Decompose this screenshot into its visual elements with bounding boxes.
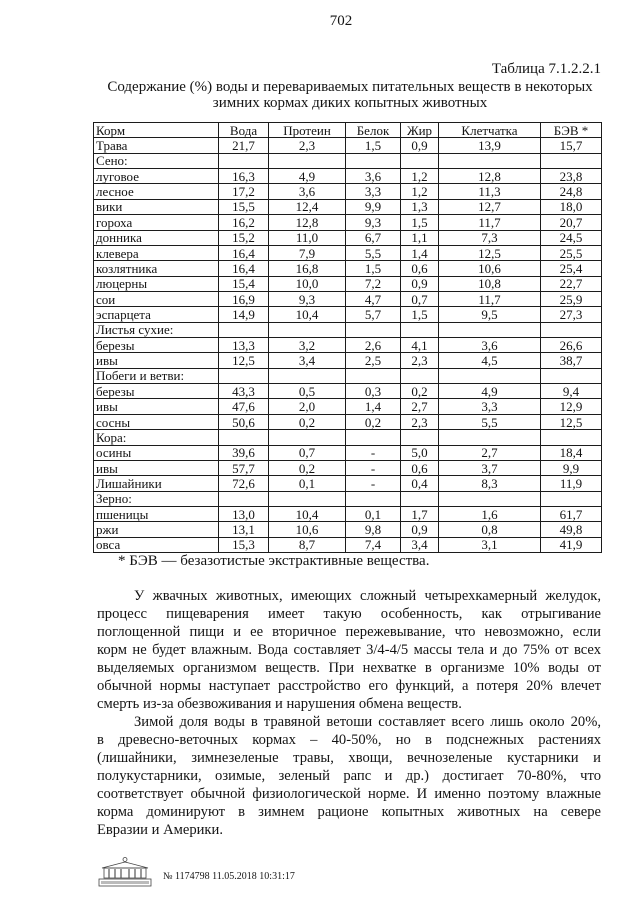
value-cell: 15,2 [219, 230, 269, 245]
feed-name-cell: ивы [94, 353, 219, 368]
table-row [94, 399, 602, 414]
value-cell: 9,3 [346, 215, 401, 230]
table-row [94, 338, 602, 353]
table-section-row [94, 322, 602, 337]
table-row [94, 230, 602, 245]
feed-name-cell: березы [94, 384, 219, 399]
value-cell [439, 430, 541, 445]
value-cell: 1,5 [346, 138, 401, 153]
value-cell: 1,5 [401, 215, 439, 230]
value-cell: 0,4 [401, 476, 439, 491]
value-cell: 4,5 [439, 353, 541, 368]
value-cell: 14,9 [219, 307, 269, 322]
body-text [97, 587, 601, 839]
table-row [94, 414, 602, 429]
value-cell: 11,9 [541, 476, 602, 491]
value-cell: 47,6 [219, 399, 269, 414]
feed-name-cell: сосны [94, 414, 219, 429]
paragraph-line: корма доминируют в зимнем рационе копытных животных на севере [97, 804, 601, 820]
feed-name-cell: лесное [94, 184, 219, 199]
value-cell: 8,3 [439, 476, 541, 491]
value-cell: - [346, 460, 401, 475]
value-cell: 12,8 [269, 215, 346, 230]
value-cell: 4,1 [401, 338, 439, 353]
value-cell [401, 153, 439, 168]
table-row [94, 199, 602, 214]
value-cell: 12,7 [439, 199, 541, 214]
feed-name-cell: ивы [94, 399, 219, 414]
feed-name-cell: Лишайники [94, 476, 219, 491]
value-cell: 0,7 [401, 291, 439, 306]
table-row [94, 307, 602, 322]
value-cell [219, 322, 269, 337]
value-cell: 22,7 [541, 276, 602, 291]
registry-stamp-icon [98, 856, 152, 888]
value-cell: 2,7 [401, 399, 439, 414]
value-cell: 2,7 [439, 445, 541, 460]
value-cell [541, 491, 602, 506]
value-cell [346, 430, 401, 445]
paragraph-line: процесс пищеварения имеет такую особенность, как отрыгивание [97, 606, 601, 622]
value-cell [401, 322, 439, 337]
value-cell: 1,7 [401, 506, 439, 521]
feed-name-cell: луговое [94, 169, 219, 184]
value-cell: 2,6 [346, 338, 401, 353]
value-cell [219, 430, 269, 445]
value-cell: 9,9 [346, 199, 401, 214]
section-label: Сено: [94, 153, 219, 168]
paragraph-line: выделяемых организмом веществ. При нехватке в организме 10% воды от [97, 660, 601, 676]
table-title-line: зимних кормах диких копытных животных [212, 95, 488, 111]
value-cell: 0,6 [401, 261, 439, 276]
table-section-row [94, 491, 602, 506]
value-cell: 7,2 [346, 276, 401, 291]
table-row [94, 261, 602, 276]
value-cell [541, 368, 602, 383]
value-cell: 0,7 [269, 445, 346, 460]
feed-name-cell: овса [94, 537, 219, 552]
value-cell: 49,8 [541, 522, 602, 537]
value-cell: 2,0 [269, 399, 346, 414]
value-cell: 6,7 [346, 230, 401, 245]
value-cell: 27,3 [541, 307, 602, 322]
value-cell: 3,2 [269, 338, 346, 353]
feed-name-cell: сои [94, 291, 219, 306]
value-cell [219, 368, 269, 383]
feed-composition-table [93, 122, 602, 553]
paragraph-line: полукустарники, озимые, зеленый рапс и др.) достигает 70-80%, что [97, 768, 601, 784]
value-cell: 4,9 [439, 384, 541, 399]
value-cell: 18,0 [541, 199, 602, 214]
value-cell [269, 368, 346, 383]
value-cell [439, 153, 541, 168]
table-row [94, 215, 602, 230]
value-cell [346, 491, 401, 506]
value-cell: 26,6 [541, 338, 602, 353]
value-cell: 12,9 [541, 399, 602, 414]
value-cell: 10,4 [269, 307, 346, 322]
table-row [94, 184, 602, 199]
table-row [94, 445, 602, 460]
table-header [94, 123, 602, 138]
table-footnote: * БЭВ — безазотистые экстрактивные вещества. [118, 553, 430, 569]
value-cell: 12,4 [269, 199, 346, 214]
table-section-row [94, 430, 602, 445]
table-header-cell: Жир [401, 123, 439, 138]
value-cell: 9,3 [269, 291, 346, 306]
value-cell: 8,7 [269, 537, 346, 552]
value-cell: 16,4 [219, 245, 269, 260]
paragraph-line: в древесно-веточных кормах – 40-50%, но в подснежных растениях [97, 732, 601, 748]
value-cell: 12,5 [219, 353, 269, 368]
feed-name-cell: козлятника [94, 261, 219, 276]
value-cell: 21,7 [219, 138, 269, 153]
value-cell [541, 153, 602, 168]
value-cell: 38,7 [541, 353, 602, 368]
value-cell: 7,4 [346, 537, 401, 552]
value-cell: 9,9 [541, 460, 602, 475]
value-cell: 13,3 [219, 338, 269, 353]
value-cell: 0,1 [346, 506, 401, 521]
value-cell: 10,6 [269, 522, 346, 537]
value-cell: 1,5 [346, 261, 401, 276]
value-cell: 50,6 [219, 414, 269, 429]
feed-name-cell: клевера [94, 245, 219, 260]
value-cell [269, 153, 346, 168]
value-cell: 2,3 [269, 138, 346, 153]
value-cell: 11,7 [439, 291, 541, 306]
table-label: Таблица 7.1.2.2.1 [491, 61, 601, 77]
value-cell: 11,3 [439, 184, 541, 199]
feed-name-cell: люцерны [94, 276, 219, 291]
table-row [94, 384, 602, 399]
value-cell: 3,6 [269, 184, 346, 199]
value-cell [269, 430, 346, 445]
value-cell: 2,5 [346, 353, 401, 368]
value-cell: 18,4 [541, 445, 602, 460]
value-cell: 0,2 [269, 460, 346, 475]
value-cell: 10,0 [269, 276, 346, 291]
paragraph-line: Зимой доля воды в травяной ветоши составляет всего лишь около 20%, [134, 714, 601, 730]
value-cell: 17,2 [219, 184, 269, 199]
value-cell: 3,3 [439, 399, 541, 414]
value-cell [269, 322, 346, 337]
value-cell: 1,4 [346, 399, 401, 414]
feed-name-cell: березы [94, 338, 219, 353]
section-label: Кора: [94, 430, 219, 445]
value-cell: 24,8 [541, 184, 602, 199]
value-cell: 15,3 [219, 537, 269, 552]
table-row [94, 169, 602, 184]
feed-name-cell: гороха [94, 215, 219, 230]
table-row [94, 291, 602, 306]
value-cell: 0,9 [401, 276, 439, 291]
value-cell: 5,0 [401, 445, 439, 460]
value-cell: 72,6 [219, 476, 269, 491]
registration-number: № 1174798 11.05.2018 10:31:17 [163, 871, 295, 882]
value-cell: 20,7 [541, 215, 602, 230]
value-cell: 0,8 [439, 522, 541, 537]
page-number: 702 [329, 13, 353, 29]
value-cell: 43,3 [219, 384, 269, 399]
paragraph-line: (лишайники, зимнезеленые травы, хвощи, вечнозеленые кустарники и [97, 750, 601, 766]
value-cell: 25,9 [541, 291, 602, 306]
value-cell: 5,5 [346, 245, 401, 260]
table-header-cell: Корм [94, 123, 219, 138]
value-cell: 25,4 [541, 261, 602, 276]
value-cell: - [346, 476, 401, 491]
value-cell: 0,3 [346, 384, 401, 399]
feed-name-cell: ржи [94, 522, 219, 537]
value-cell: 1,2 [401, 169, 439, 184]
paragraph-line: обычной нормы наступает расстройство его функций, а потеря 20% влечет [97, 678, 601, 694]
value-cell: 39,6 [219, 445, 269, 460]
value-cell: 13,9 [439, 138, 541, 153]
table-title [93, 79, 607, 111]
table-row [94, 276, 602, 291]
value-cell [439, 491, 541, 506]
feed-name-cell: Трава [94, 138, 219, 153]
feed-name-cell: ивы [94, 460, 219, 475]
table-header-cell: Белок [346, 123, 401, 138]
table-row [94, 506, 602, 521]
table-row [94, 476, 602, 491]
value-cell: 0,2 [401, 384, 439, 399]
value-cell [219, 153, 269, 168]
value-cell: 3,4 [401, 537, 439, 552]
value-cell: 1,5 [401, 307, 439, 322]
value-cell: 3,1 [439, 537, 541, 552]
value-cell: 9,4 [541, 384, 602, 399]
value-cell: 4,9 [269, 169, 346, 184]
value-cell: 61,7 [541, 506, 602, 521]
value-cell [346, 368, 401, 383]
paragraph-line: поглощенной пищи и ее вторичное пережевывание, что невозможно, если [97, 624, 601, 640]
value-cell: 57,7 [219, 460, 269, 475]
value-cell: 2,3 [401, 353, 439, 368]
paragraph-line: корм не будет влажным. Вода составляет 3/4-4/5 массы тела и до 75% от всех [97, 642, 601, 658]
value-cell: 3,6 [439, 338, 541, 353]
value-cell: 0,9 [401, 138, 439, 153]
table-section-row [94, 153, 602, 168]
paragraph-line: У жвачных животных, имеющих сложный четырехкамерный желудок, [134, 588, 601, 604]
value-cell: 25,5 [541, 245, 602, 260]
paragraph-line: соответствует обычной физиологической норме. И именно поэтому влажные [97, 786, 601, 802]
value-cell: 3,7 [439, 460, 541, 475]
value-cell: 5,5 [439, 414, 541, 429]
value-cell: 1,1 [401, 230, 439, 245]
value-cell: - [346, 445, 401, 460]
value-cell: 0,5 [269, 384, 346, 399]
feed-name-cell: пшеницы [94, 506, 219, 521]
table-body [94, 138, 602, 553]
value-cell: 1,3 [401, 199, 439, 214]
value-cell: 0,2 [269, 414, 346, 429]
value-cell: 13,0 [219, 506, 269, 521]
table-header-cell: БЭВ * [541, 123, 602, 138]
table-row [94, 245, 602, 260]
value-cell: 12,8 [439, 169, 541, 184]
value-cell: 24,5 [541, 230, 602, 245]
paragraph-line: Евразии и Америки. [97, 822, 223, 838]
section-label: Побеги и ветви: [94, 368, 219, 383]
value-cell: 10,4 [269, 506, 346, 521]
value-cell: 23,8 [541, 169, 602, 184]
feed-name-cell: эспарцета [94, 307, 219, 322]
value-cell: 15,5 [219, 199, 269, 214]
value-cell [541, 322, 602, 337]
value-cell: 0,6 [401, 460, 439, 475]
value-cell: 3,4 [269, 353, 346, 368]
value-cell: 13,1 [219, 522, 269, 537]
value-cell: 9,5 [439, 307, 541, 322]
value-cell: 16,9 [219, 291, 269, 306]
value-cell: 0,1 [269, 476, 346, 491]
value-cell: 3,6 [346, 169, 401, 184]
feed-name-cell: осины [94, 445, 219, 460]
value-cell: 5,7 [346, 307, 401, 322]
value-cell: 3,3 [346, 184, 401, 199]
table-section-row [94, 368, 602, 383]
value-cell [439, 368, 541, 383]
value-cell: 16,2 [219, 215, 269, 230]
value-cell [541, 430, 602, 445]
value-cell: 9,8 [346, 522, 401, 537]
value-cell: 15,4 [219, 276, 269, 291]
value-cell: 16,4 [219, 261, 269, 276]
value-cell: 1,6 [439, 506, 541, 521]
table-row [94, 522, 602, 537]
feed-name-cell: вики [94, 199, 219, 214]
value-cell: 12,5 [439, 245, 541, 260]
table-title-line: Содержание (%) воды и перевариваемых питательных веществ в некоторых [107, 79, 593, 95]
value-cell [346, 153, 401, 168]
value-cell [219, 491, 269, 506]
table-header-cell: Протеин [269, 123, 346, 138]
value-cell: 1,2 [401, 184, 439, 199]
value-cell [401, 491, 439, 506]
value-cell [439, 322, 541, 337]
value-cell [401, 430, 439, 445]
table-row [94, 138, 602, 153]
value-cell: 0,9 [401, 522, 439, 537]
value-cell [401, 368, 439, 383]
table-header-cell: Вода [219, 123, 269, 138]
value-cell: 41,9 [541, 537, 602, 552]
value-cell: 7,9 [269, 245, 346, 260]
value-cell: 16,8 [269, 261, 346, 276]
value-cell [269, 491, 346, 506]
table-row [94, 460, 602, 475]
value-cell: 10,8 [439, 276, 541, 291]
value-cell: 12,5 [541, 414, 602, 429]
value-cell: 11,0 [269, 230, 346, 245]
value-cell: 15,7 [541, 138, 602, 153]
table-row [94, 353, 602, 368]
value-cell: 7,3 [439, 230, 541, 245]
value-cell: 2,3 [401, 414, 439, 429]
table-header-row [94, 123, 602, 138]
value-cell: 0,2 [346, 414, 401, 429]
feed-name-cell: донника [94, 230, 219, 245]
table-header-cell: Клетчатка [439, 123, 541, 138]
value-cell: 4,7 [346, 291, 401, 306]
value-cell: 11,7 [439, 215, 541, 230]
value-cell: 10,6 [439, 261, 541, 276]
value-cell: 16,3 [219, 169, 269, 184]
value-cell [346, 322, 401, 337]
paragraph-line: смерть из-за обезвоживания и нарушения обмена веществ. [97, 696, 462, 712]
section-label: Листья сухие: [94, 322, 219, 337]
table-row [94, 537, 602, 552]
value-cell: 1,4 [401, 245, 439, 260]
section-label: Зерно: [94, 491, 219, 506]
